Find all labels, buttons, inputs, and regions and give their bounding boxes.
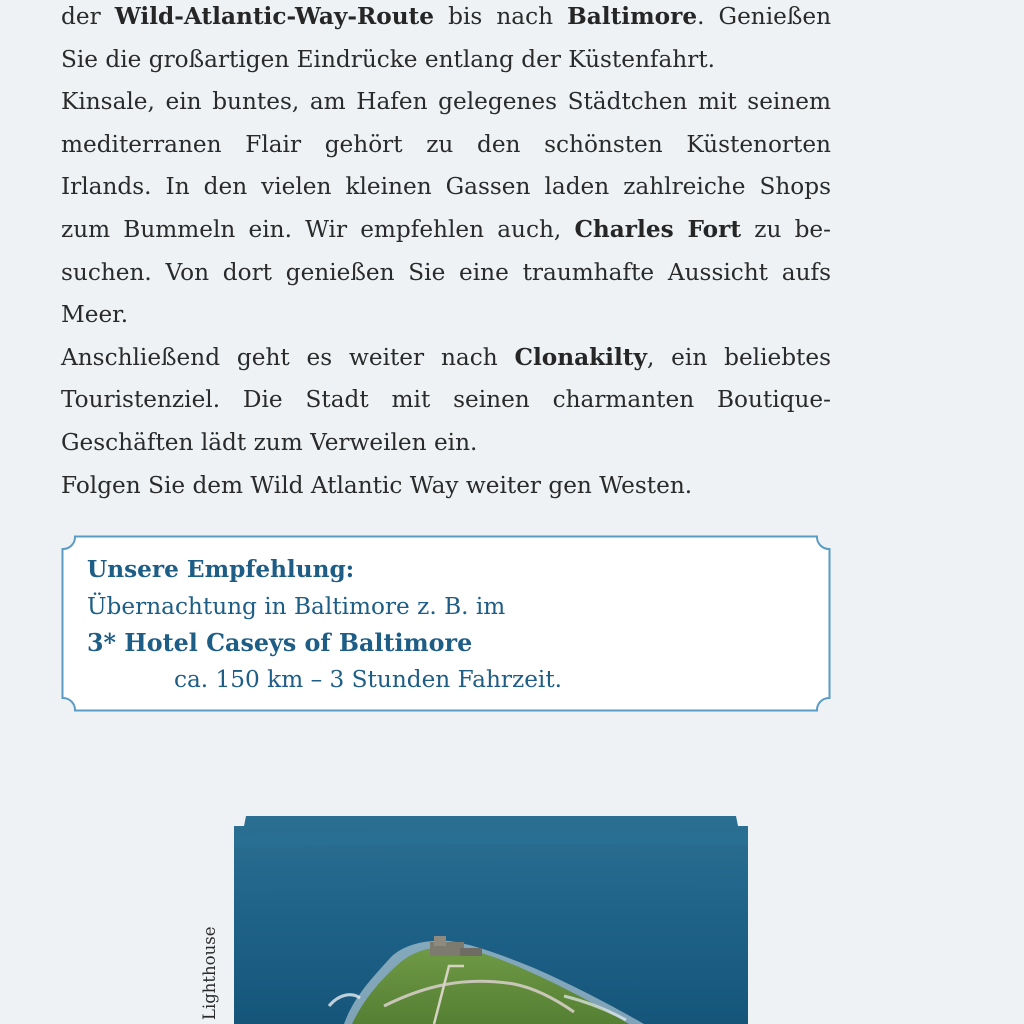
place-charles-fort: Charles Fort bbox=[574, 215, 742, 243]
distance-info: ca. 150 km – 3 Stunden Fahrzeit. bbox=[174, 665, 563, 693]
paragraph-kinsale: Kinsale, ein buntes, am Hafen gelegenes Städtchen mit seinem mediterranen Flair gehört zu den schönsten Küstenorten Irlands. In den vielen kleinen Gassen laden zahlreiche Shops zum Bummeln ein. Wir empfehlen auch, Charles Fort zu besuchen. Von dort genießen Sie eine traumhafte Aussicht aufs Meer. bbox=[61, 88, 831, 329]
recommendation-title: Unsere Empfehlung: bbox=[87, 556, 355, 583]
hotel-name: 3* Hotel Caseys of Baltimore bbox=[87, 629, 473, 657]
place-clonakilty: Clonakilty bbox=[514, 343, 647, 371]
recommendation-text bbox=[87, 552, 562, 698]
lighthouse-photo bbox=[234, 816, 748, 1024]
photo-caption-text: Lighthouse bbox=[200, 926, 219, 1020]
paragraph-clonakilty: Anschließend geht es weiter nach Clonakilty, ein beliebtes Touristenziel. Die Stadt mit seinen charmanten Boutique-Geschäften lädt zum Verweilen ein. bbox=[61, 343, 831, 456]
recommendation-box bbox=[61, 535, 831, 712]
recommendation-line: Übernachtung in Baltimore z. B. im bbox=[87, 592, 506, 620]
coastline-image bbox=[234, 816, 748, 1024]
photo-caption bbox=[196, 900, 224, 1024]
route-name: Wild-Atlantic-Way-Route bbox=[114, 3, 435, 30]
article-body bbox=[61, 0, 831, 507]
paragraph-outro: Folgen Sie dem Wild Atlantic Way weiter gen Westen. bbox=[61, 471, 693, 499]
place-baltimore: Baltimore bbox=[567, 3, 698, 30]
paragraph-intro: der Wild-Atlantic-Way-Route bis nach Baltimore. Genießen Sie die großartigen Eindrücke entlang der Küstenfahrt. bbox=[61, 3, 832, 73]
